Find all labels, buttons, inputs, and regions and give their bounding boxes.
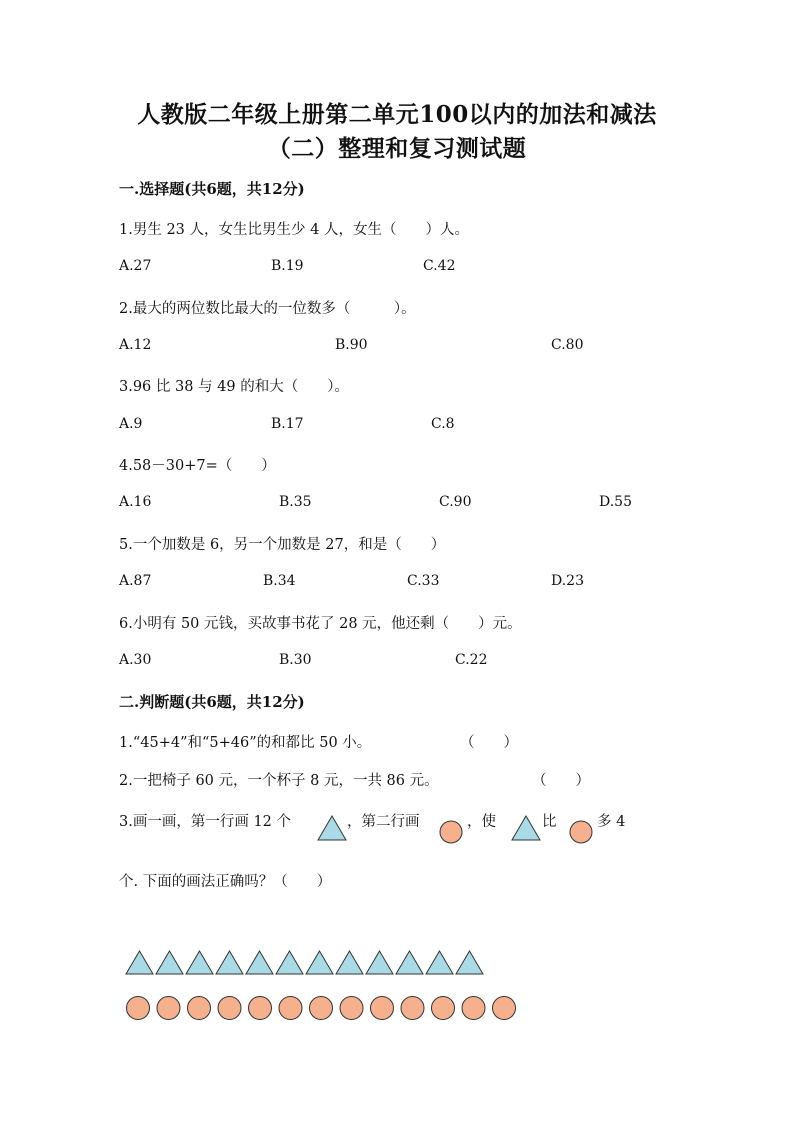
circle-icon (439, 820, 463, 844)
triangle-icon (396, 951, 423, 974)
q1-text: 1.男生 23 人，女生比男生少 4 人，女生（ ）人。 (119, 222, 469, 238)
triangle-icon (126, 951, 153, 974)
section2-heading: 二.判断题(共6题，共12分) (119, 693, 305, 711)
judge-q1-paren: （ ） (460, 735, 518, 751)
circle-icon (493, 997, 516, 1020)
q3-option-a: A.9 (119, 416, 143, 432)
triangle-icon (216, 951, 243, 974)
circle-icon (249, 997, 272, 1020)
circle-icon (569, 820, 593, 844)
judge-q3-part4: 比 (542, 814, 557, 830)
q5-option-b: B.34 (263, 573, 296, 589)
q3-option-c: C.8 (431, 416, 455, 432)
judge-q3-line2: 个. 下面的画法正确吗？（ ） (119, 874, 332, 890)
q1-option-c: C.42 (423, 258, 456, 274)
judge-q3-part3: ，使 (467, 814, 496, 830)
judge-q3-part5: 多 4 (597, 814, 626, 830)
q5-text: 5.一个加数是 6，另一个加数是 27，和是（ ） (119, 537, 446, 553)
circle-icon (401, 997, 424, 1020)
judge-q3-part1: 3.画一画，第一行画 12 个 (119, 814, 292, 830)
section1-heading: 一.选择题(共6题，共12分) (119, 180, 305, 198)
circle-icon (218, 997, 241, 1020)
judge-q2-paren: （ ） (532, 773, 590, 789)
circle-icon (462, 997, 485, 1020)
q2-option-c: C.80 (551, 337, 584, 353)
q4-option-c: C.90 (439, 494, 472, 510)
page-title-line1: 人教版二年级上册第二单元100以内的加法和减法 (137, 101, 657, 128)
q5-option-c: C.33 (407, 573, 440, 589)
circle-icon (432, 997, 455, 1020)
q2-text: 2.最大的两位数比最大的一位数多（ ）。 (119, 301, 416, 317)
q2-option-b: B.90 (335, 337, 368, 353)
q3-option-b: B.17 (271, 416, 304, 432)
circle-icon (371, 997, 394, 1020)
triangle-icon (366, 951, 393, 974)
triangle-icon (156, 951, 183, 974)
q5-option-d: D.23 (551, 573, 584, 589)
q5-option-a: A.87 (119, 573, 152, 589)
q4-option-d: D.55 (599, 494, 632, 510)
triangle-icon (511, 815, 541, 841)
circle-icon (310, 997, 333, 1020)
q1-option-a: A.27 (119, 258, 152, 274)
circle-icon (340, 997, 363, 1020)
triangle-icon (456, 951, 483, 974)
q1-option-b: B.19 (271, 258, 304, 274)
triangle-icon (186, 951, 213, 974)
q2-option-a: A.12 (119, 337, 152, 353)
triangle-icon (306, 951, 333, 974)
triangle-icon (246, 951, 273, 974)
circle-icon (279, 997, 302, 1020)
judge-q2-text: 2.一把椅子 60 元，一个杯子 8 元，一共 86 元。 (119, 773, 439, 789)
circle-icon (157, 997, 180, 1020)
judge-q3-part2: ，第二行画 (347, 814, 420, 830)
page-title-line2: （二）整理和复习测试题 (267, 135, 527, 162)
triangle-icon (317, 815, 347, 841)
q6-text: 6.小明有 50 元钱，买故事书花了 28 元，他还剩（ ）元。 (119, 616, 522, 632)
circle-row (125, 995, 535, 1023)
circle-icon (188, 997, 211, 1020)
triangle-icon (276, 951, 303, 974)
q6-option-c: C.22 (455, 652, 488, 668)
circle-icon (127, 997, 150, 1020)
triangle-icon (426, 951, 453, 974)
q3-text: 3.96 比 38 与 49 的和大（ ）。 (119, 379, 349, 395)
judge-q1-text: 1.“45+4”和“5+46”的和都比 50 小。 (119, 735, 372, 751)
q4-text: 4.58－30+7=（ ） (119, 458, 276, 474)
q4-option-b: B.35 (279, 494, 312, 510)
triangle-row (125, 950, 495, 976)
q4-option-a: A.16 (119, 494, 152, 510)
triangle-icon (336, 951, 363, 974)
q6-option-b: B.30 (279, 652, 312, 668)
q6-option-a: A.30 (119, 652, 152, 668)
